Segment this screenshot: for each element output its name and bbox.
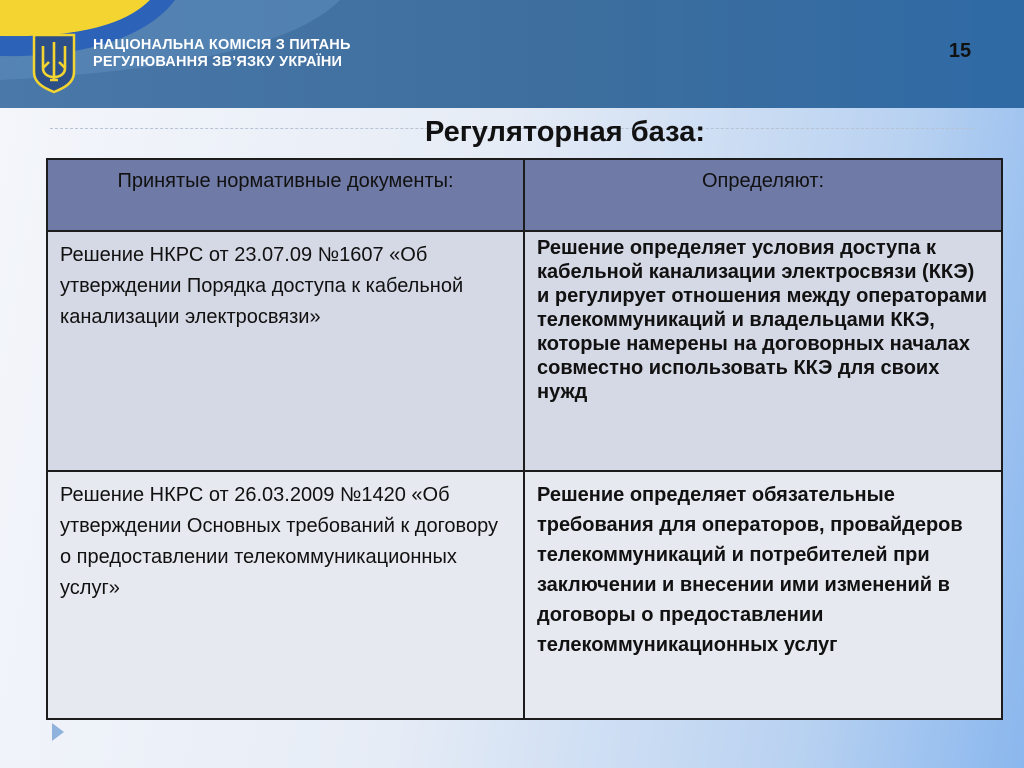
- table-header-row: [47, 159, 1002, 231]
- defines-cell: Решение определяет обязательные требования для операторов, провайдеров телекоммуникаций и потребителей при заключении и внесении ими изменений в договоры о предоставлении телекоммуникационных услуг: [524, 471, 1002, 719]
- column-header-defines: Определяют:: [524, 159, 1002, 231]
- table-row: [47, 471, 1002, 719]
- column-header-documents: Принятые нормативные документы:: [47, 159, 524, 231]
- page-number: 15: [948, 40, 972, 62]
- regulatory-table: [46, 158, 1003, 720]
- org-line-1: НАЦІОНАЛЬНА КОМІСІЯ З ПИТАНЬ: [93, 37, 351, 53]
- document-cell: Решение НКРС от 23.07.09 №1607 «Об утверждении Порядка доступа к кабельной канализации электросвязи»: [47, 231, 524, 471]
- organization-name: [93, 37, 351, 71]
- defines-cell: Решение определяет условия доступа к кабельной канализации электросвязи (ККЭ) и регулирует отношения между операторами телекоммуникаций и владельцами ККЭ, которые намерены на договорных началах совместно использовать ККЭ для своих нужд: [524, 231, 1002, 471]
- table-row: [47, 231, 1002, 471]
- trident-emblem-icon: [31, 32, 77, 94]
- page-title: Регуляторная база:: [424, 116, 705, 148]
- document-cell: Решение НКРС от 26.03.2009 №1420 «Об утверждении Основных требований к договору о предоставлении телекоммуникационных услуг»: [47, 471, 524, 719]
- header-banner: [0, 0, 1024, 108]
- org-line-2: РЕГУЛЮВАННЯ ЗВ’ЯЗКУ УКРАЇНИ: [93, 54, 343, 70]
- next-slide-arrow-icon[interactable]: [52, 723, 64, 741]
